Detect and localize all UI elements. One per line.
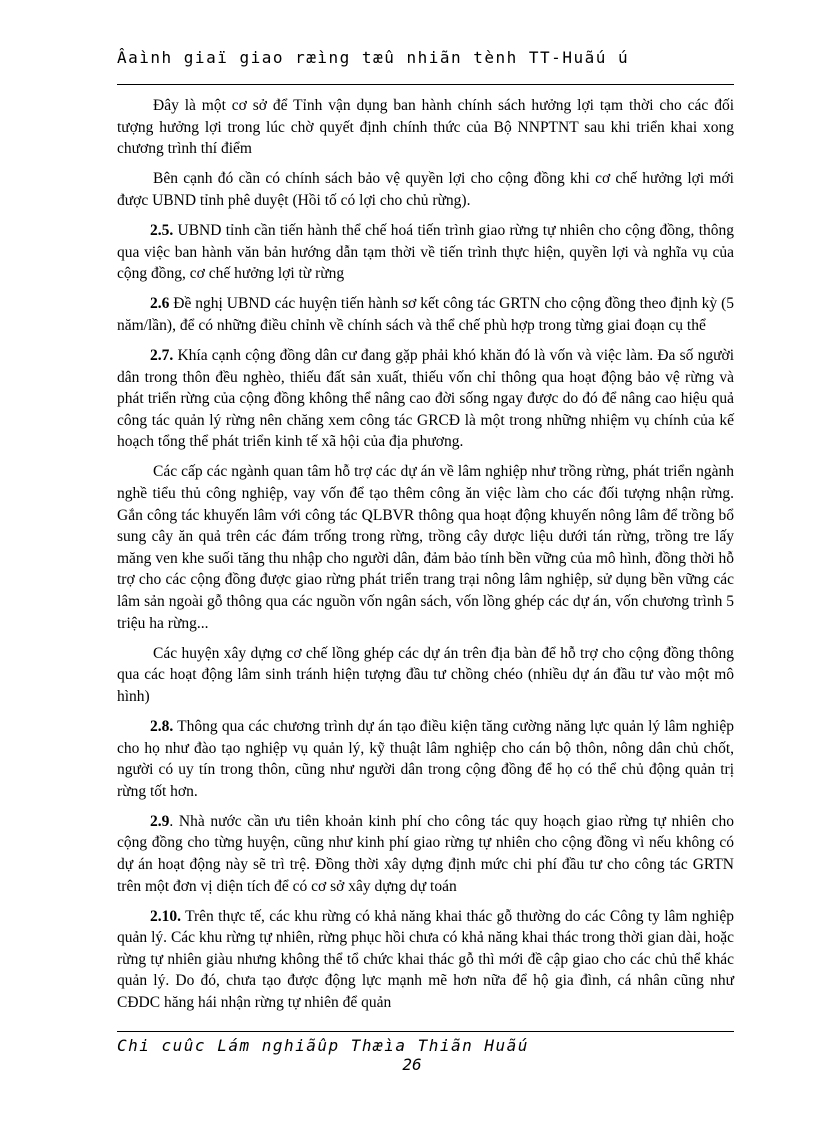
section-number: 2.9 (150, 812, 170, 830)
paragraph-text: Đề nghị UBND các huyện tiến hành sơ kết công tác GRTN cho cộng đồng theo định kỳ (5 năm/lần), để có những điều chỉnh về chính sách và thể chế phù hợp trong từng giai đoạn cụ thể (117, 295, 734, 334)
paragraph (117, 168, 734, 211)
section-number: 2.7. (150, 346, 174, 364)
paragraph-text: . Nhà nước cần ưu tiên khoản kinh phí cho công tác quy hoạch giao rừng tự nhiên cho cộng đồng cho từng huyện, cũng như kinh phí giao rừng tự nhiên cho cộng đồng vì nếu không có dự án hoạt động này sẽ trì trệ. Đồng thời xây dựng định mức chi phí đầu tư cho công tác GRTN trên một đơn vị diện tích để có cơ sở xây dựng dự toán (117, 812, 734, 895)
running-header: Âaình giaï giao ræìng tæû nhiãn tènh TT-Huãú ú (117, 48, 630, 67)
header-divider (117, 84, 734, 85)
paragraph (117, 716, 734, 802)
paragraph (117, 345, 734, 453)
section-number: 2.5. (150, 221, 174, 239)
footer-divider (117, 1031, 734, 1032)
paragraph (117, 906, 734, 1014)
paragraph-text: Trên thực tế, các khu rừng có khả năng khai thác gỗ thường do các Công ty lâm nghiệp quản lý. Các khu rừng tự nhiên, rừng phục hồi chưa có khả năng khai thác trong thời gian dài, hoặc rừng tự nhiên giàu nhưng không thể tổ chức khai thác gỗ thì mới đề cập giao cho các chủ thể khác quản lý. Do đó, chưa tạo được động lực mạnh mẽ hơn nữa để hộ gia đình, cá nhân cũng như CĐDC hăng hái nhận rừng tự nhiên để quản (117, 907, 734, 1012)
body-text (117, 95, 734, 1022)
paragraph-text: Các huyện xây dựng cơ chế lồng ghép các dự án trên địa bàn để hỗ trợ cho cộng đồng thông qua các hoạt động lâm sinh tránh hiện tượng đầu tư chồng chéo (nhiều dự án đầu tư vào một mô hình) (117, 644, 734, 705)
paragraph (117, 293, 734, 336)
paragraph-text: UBND tỉnh cần tiến hành thể chế hoá tiến trình giao rừng tự nhiên cho cộng đồng, thông qua việc ban hành văn bản hướng dẫn tạm thời về tiến trình thực hiện, quyền lợi và nghĩa vụ của cộng đồng, cơ chế hưởng lợi từ rừng (117, 221, 734, 283)
section-number: 2.8. (150, 717, 174, 735)
paragraph (117, 461, 734, 634)
paragraph (117, 95, 734, 160)
paragraph-text: Bên cạnh đó cần có chính sách bảo vệ quyền lợi cho cộng đồng khi cơ chế hưởng lợi mới được UBND tỉnh phê duyệt (Hồi tố có lợi cho chủ rừng). (117, 170, 734, 209)
paragraph-text: Thông qua các chương trình dự án tạo điều kiện tăng cường năng lực quản lý lâm nghiệp cho họ như đào tạo nghiệp vụ quản lý, kỹ thuật lâm nghiệp cho cán bộ thôn, nông dân chủ chốt, người có uy tín trong thôn, cũng như người dân trong cộng đồng để họ có thể chủ động quản trị rừng tốt hơn. (117, 717, 734, 800)
paragraph (117, 811, 734, 897)
section-number: 2.10. (150, 907, 181, 925)
section-number: 2.6 (150, 295, 170, 313)
paragraph-text: Khía cạnh cộng đồng dân cư đang gặp phải khó khăn đó là vốn và việc làm. Đa số người dân trong thôn đều nghèo, thiếu đất sản xuất, thiếu vốn chỉ thông qua hoạt động bảo vệ rừng và phát triển rừng của cộng đồng không thể nâng cao đời sống ngay được do đó để nâng cao hiệu quả công tác quản lý rừng nên chăng xem công tác GRCĐ là một trong những nhiệm vụ chính của kế hoạch tổng thể phát triển kinh tế xã hội của địa phương. (117, 346, 734, 451)
paragraph-text: Các cấp các ngành quan tâm hỗ trợ các dự án về lâm nghiệp như trồng rừng, phát triển ngành nghề tiểu thủ công nghiệp, vay vốn để tạo thêm công ăn việc làm cho các đối tượng nhận rừng. Gắn công tác khuyến lâm với công tác QLBVR thông qua hoạt động khuyến nông lâm để trồng bổ sung cây ăn quả trên các đám trống trong rừng, trồng cây dược liệu dưới tán rừng, trồng tre lấy măng ven khe suối tăng thu nhập cho người dân, đảm bảo tính bền vững của mô hình, đồng thời hỗ trợ cho các cộng đồng được giao rừng phát triển trang trại nông lâm nghiệp, sử dụng bền vững các lâm sản ngoài gỗ thông qua các nguồn vốn ngân sách, vốn lồng ghép các dự án, vốn chương trình 5 triệu ha rừng... (117, 463, 734, 632)
running-footer: Chi cuûc Lám nghiãûp Thæìa Thiãn Huãú (117, 1036, 529, 1055)
paragraph (117, 220, 734, 285)
paragraph (117, 643, 734, 708)
paragraph-text: Đây là một cơ sở để Tỉnh vận dụng ban hành chính sách hưởng lợi tạm thời cho các đối tượng hưởng lợi trong lúc chờ quyết định chính thức của Bộ NNPTNT sau khi triển khai xong chương trình thí điểm (117, 97, 734, 158)
page-number: 26 (402, 1055, 422, 1074)
